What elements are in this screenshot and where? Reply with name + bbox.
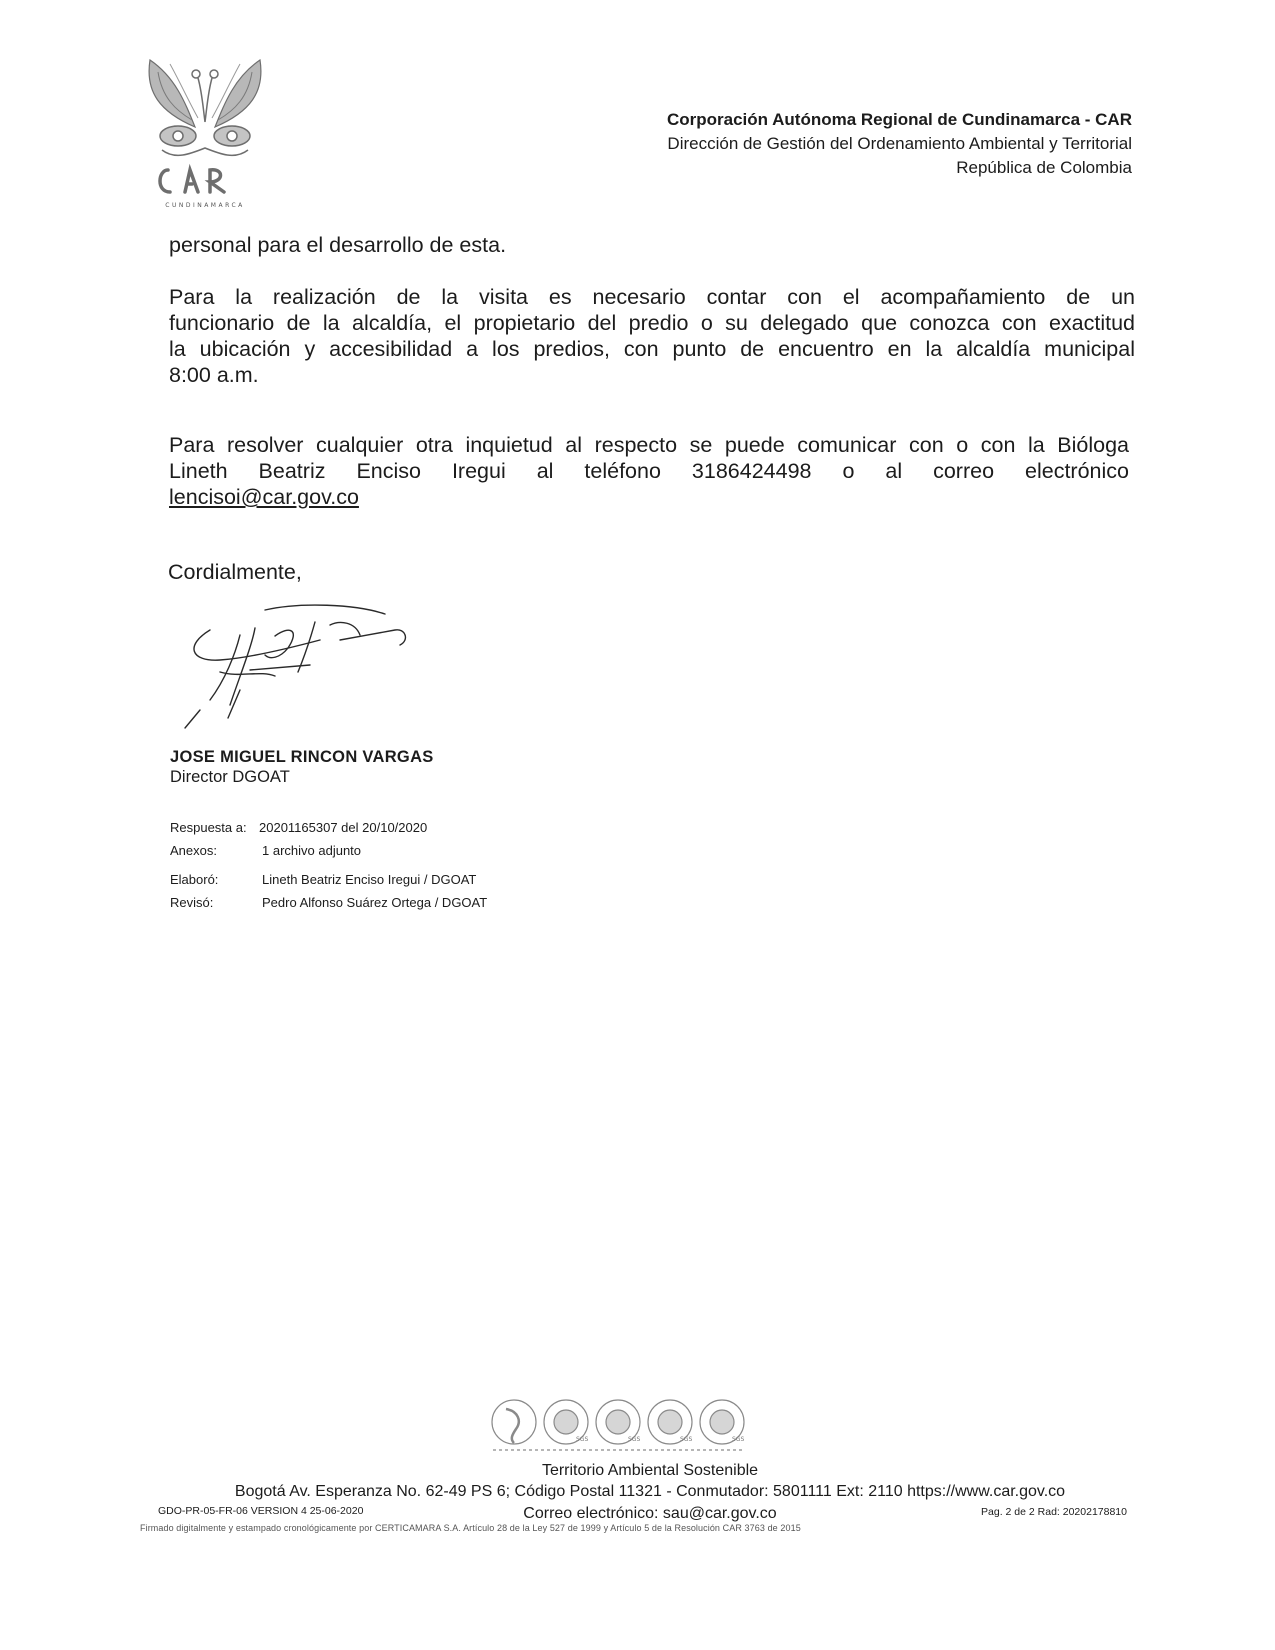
paragraph-visit	[169, 284, 1135, 388]
paragraph-contact	[169, 432, 1129, 510]
svg-text:SGS: SGS	[732, 1436, 745, 1443]
paragraph-line	[169, 484, 1129, 510]
signer-name: JOSE MIGUEL RINCON VARGAS	[170, 748, 434, 766]
meta-value: Lineth Beatriz Enciso Iregui / DGOAT	[262, 872, 477, 887]
footer-email: Correo electrónico: sau@car.gov.co	[523, 1505, 777, 1522]
svg-text:CUNDINAMARCA: CUNDINAMARCA	[165, 202, 245, 209]
country-name: República de Colombia	[956, 158, 1132, 177]
form-code: GDO-PR-05-FR-06 VERSION 4 25-06-2020	[158, 1505, 364, 1517]
handwritten-signature	[180, 600, 440, 735]
svg-text:SGS: SGS	[628, 1436, 641, 1443]
contact-email-link[interactable]: lencisoi@car.gov.co	[169, 485, 359, 509]
certification-seals-icon	[488, 1397, 763, 1455]
paragraph-line: Para resolver cualquier otra inquietud al respecto se puede comunicar con o con la Bióloga	[169, 433, 1129, 457]
meta-label: Elaboró:	[170, 872, 219, 887]
meta-value: 1 archivo adjunto	[262, 843, 362, 858]
meta-label: Respuesta a:	[170, 820, 247, 835]
paragraph-line: personal para el desarrollo de esta.	[169, 233, 507, 257]
footer-slogan: Territorio Ambiental Sostenible	[541, 1462, 759, 1479]
paragraph-line: Lineth Beatriz Enciso Iregui al teléfono 3186424498 o al correo electrónico	[169, 459, 1129, 483]
page-info: Pag. 2 de 2 Rad: 20202178810	[981, 1506, 1127, 1518]
meta-value: 20201165307 del 20/10/2020	[259, 820, 428, 835]
org-name: Corporación Autónoma Regional de Cundinamarca - CAR	[666, 110, 1132, 129]
directorate-name: Dirección de Gestión del Ordenamiento Ambiental y Territorial	[667, 134, 1132, 153]
svg-text:SGS: SGS	[680, 1436, 693, 1443]
digital-signature-notice: Firmado digitalmente y estampado cronológicamente por CERTICAMARA S.A. Artículo 28 de la Ley 527 de 1999 y Artículo 5 de la Resolución CAR 3763 de 2015	[140, 1523, 801, 1533]
paragraph-line: 8:00 a.m.	[169, 363, 259, 387]
paragraph-line: funcionario de la alcaldía, el propietario del predio o su delegado que conozca con exactitud	[169, 311, 1135, 335]
signer-role: Director DGOAT	[170, 768, 290, 786]
butterfly-logo-icon	[140, 52, 270, 212]
meta-label: Revisó:	[170, 895, 214, 910]
svg-text:SGS: SGS	[576, 1436, 589, 1443]
car-logo	[140, 52, 270, 212]
certification-logos	[488, 1397, 763, 1455]
paragraph-line: Para la realización de la visita es necesario contar con el acompañamiento de un	[169, 285, 1135, 309]
meta-label: Anexos:	[170, 843, 217, 858]
meta-value: Pedro Alfonso Suárez Ortega / DGOAT	[262, 895, 488, 910]
paragraph-line: la ubicación y accesibilidad a los predios, con punto de encuentro en la alcaldía municipal	[169, 337, 1135, 361]
closing-greeting: Cordialmente,	[168, 560, 302, 584]
footer-address: Bogotá Av. Esperanza No. 62-49 PS 6; Código Postal 11321 - Conmutador: 5801111 Ext: 2110 https://www.car.gov.co	[234, 1483, 1066, 1500]
signature-icon	[180, 600, 440, 735]
paragraph-continuation	[169, 232, 1129, 258]
